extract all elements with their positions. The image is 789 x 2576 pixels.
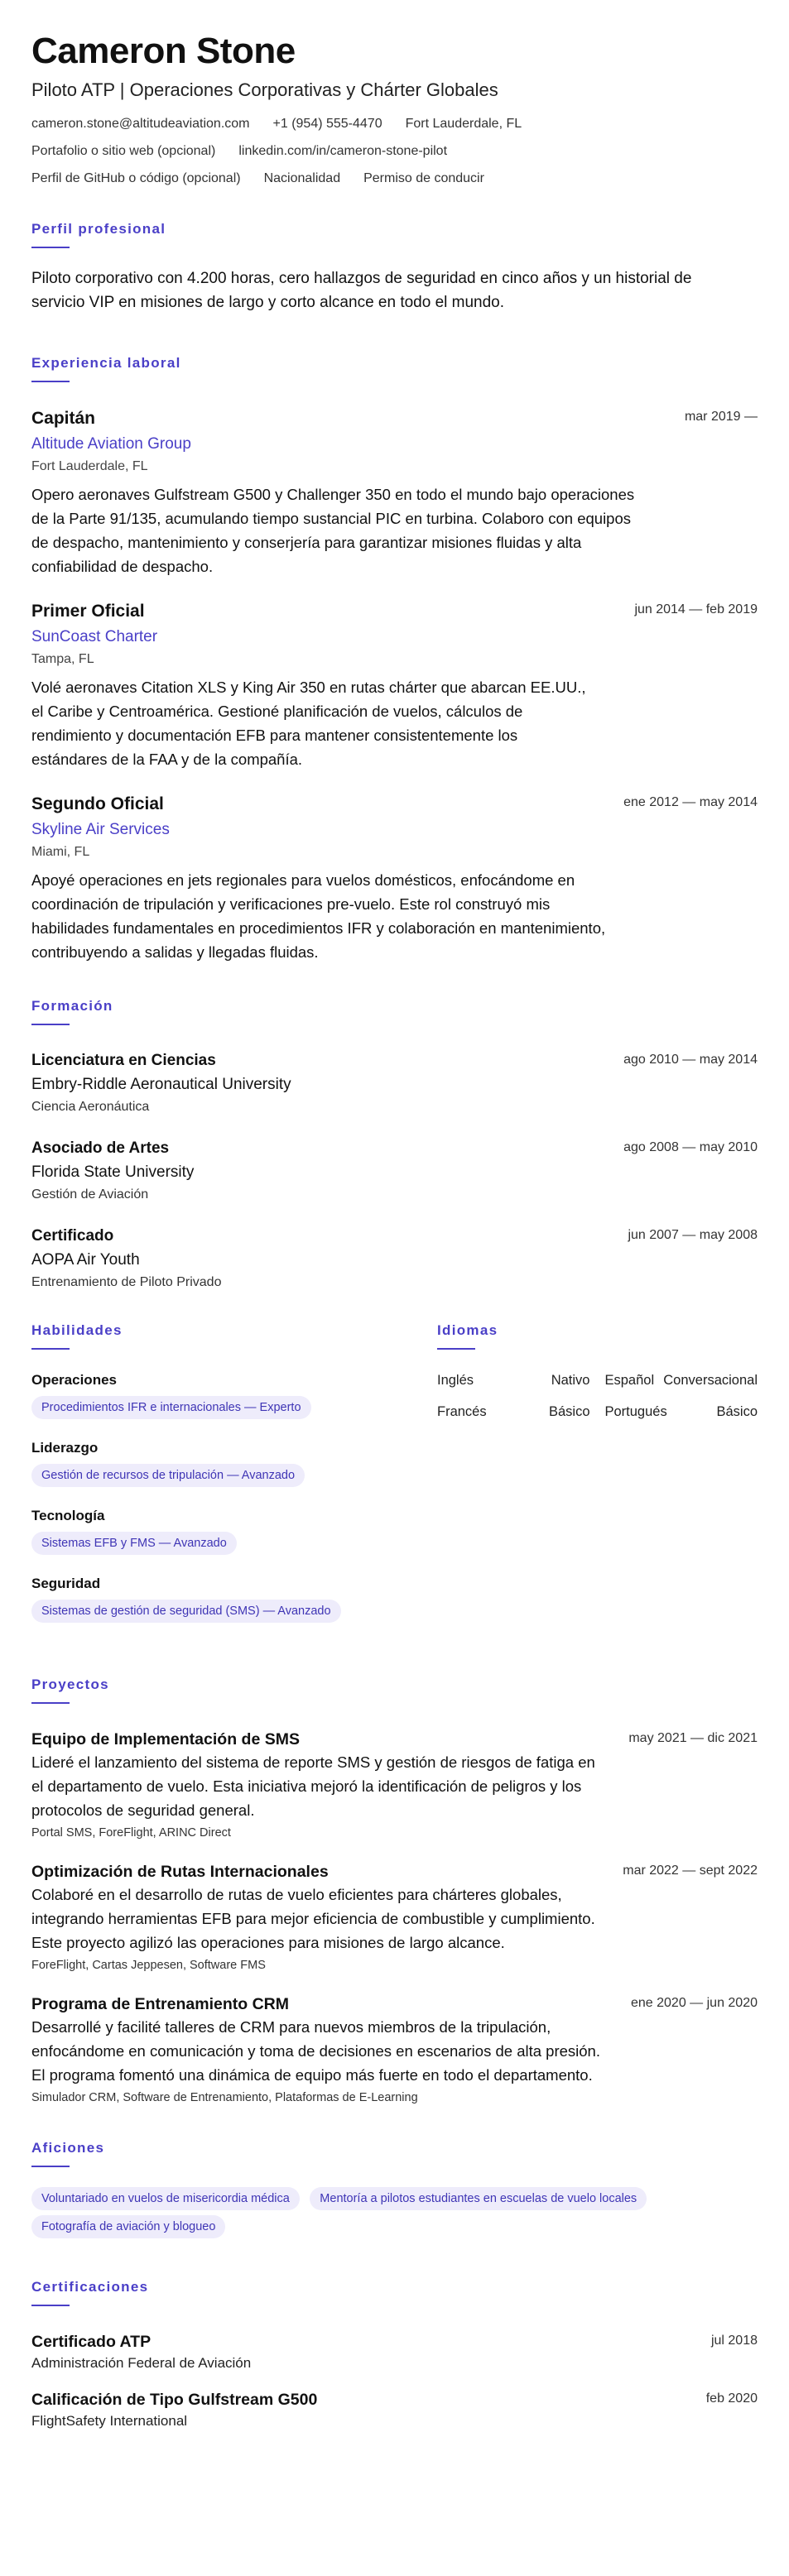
certification-entry bbox=[31, 2389, 758, 2430]
project-entry bbox=[31, 1861, 758, 1974]
education-school: Florida State University bbox=[31, 1163, 195, 1181]
projects-section bbox=[31, 1676, 758, 2106]
job-location: Fort Lauderdale, FL bbox=[31, 459, 148, 473]
project-tools: Portal SMS, ForeFlight, ARINC Direct bbox=[31, 1826, 231, 1840]
job-description: Opero aeronaves Gulfstream G500 y Challenger 350 en todo el mundo bajo operaciones de la Parte 91/135, acumulando tiempo sustancial PIC en turbina. Colaboro con equipos de despacho, mantenimiento y conserjería para garantizar misiones fluidas y alta confiabilidad de despacho. bbox=[31, 486, 635, 575]
certification-issuer: Administración Federal de Aviación bbox=[31, 2355, 252, 2371]
job-date: mar 2019 — bbox=[684, 410, 758, 424]
job-entry bbox=[31, 407, 758, 578]
education-field: Gestión de Aviación bbox=[31, 1187, 149, 1202]
education-school: Embry-Riddle Aeronautical University bbox=[31, 1076, 291, 1093]
hobbies-section bbox=[31, 2139, 758, 2243]
hobby-chip: Voluntariado en vuelos de misericordia médica bbox=[31, 2187, 300, 2210]
contact-license: Permiso de conducir bbox=[363, 171, 484, 185]
language-level: Básico bbox=[716, 1404, 758, 1419]
job-company: Altitude Aviation Group bbox=[31, 435, 191, 453]
education-entry bbox=[31, 1050, 758, 1116]
project-entry bbox=[31, 1729, 758, 1841]
job-company: SunCoast Charter bbox=[31, 628, 158, 645]
contact-nationality: Nacionalidad bbox=[263, 171, 341, 185]
education-field: Ciencia Aeronáutica bbox=[31, 1100, 150, 1114]
certification-date: jul 2018 bbox=[710, 2334, 758, 2348]
hobby-chip: Fotografía de aviación y blogueo bbox=[31, 2215, 225, 2238]
section-title: Idiomas bbox=[437, 1322, 498, 1338]
hobbies-list bbox=[31, 2187, 758, 2243]
language-item bbox=[605, 1403, 758, 1421]
job-date: ene 2012 — may 2014 bbox=[623, 795, 758, 809]
education-date: jun 2007 — may 2008 bbox=[628, 1228, 758, 1242]
language-item bbox=[437, 1371, 590, 1389]
certification-entry bbox=[31, 2331, 758, 2372]
skill-category: Operaciones bbox=[31, 1372, 117, 1388]
resume-header bbox=[31, 30, 758, 187]
section-title: Proyectos bbox=[31, 1677, 109, 1692]
job-company: Skyline Air Services bbox=[31, 821, 170, 838]
contact-location: Fort Lauderdale, FL bbox=[405, 117, 522, 131]
project-entry bbox=[31, 1993, 758, 2106]
project-date: mar 2022 — sept 2022 bbox=[623, 1864, 758, 1878]
profile-section bbox=[31, 220, 758, 314]
project-date: ene 2020 — jun 2020 bbox=[630, 1996, 758, 2010]
contact-phone[interactable]: +1 (954) 555-4470 bbox=[272, 117, 382, 131]
contact-portfolio[interactable]: Portafolio o sitio web (opcional) bbox=[31, 144, 216, 158]
contact-email[interactable]: cameron.stone@altitudeaviation.com bbox=[31, 117, 250, 131]
certification-issuer: FlightSafety International bbox=[31, 2413, 188, 2429]
education-entry bbox=[31, 1226, 758, 1292]
job-entry bbox=[31, 793, 758, 964]
education-section bbox=[31, 997, 758, 1292]
job-title: Segundo Oficial bbox=[31, 794, 164, 813]
section-title: Habilidades bbox=[31, 1322, 123, 1338]
section-divider bbox=[31, 1348, 70, 1350]
education-date: ago 2010 — may 2014 bbox=[623, 1053, 758, 1067]
skills-languages-section bbox=[31, 1322, 758, 1643]
candidate-name: Cameron Stone bbox=[31, 31, 296, 71]
language-item bbox=[605, 1371, 758, 1389]
section-divider bbox=[31, 1702, 70, 1704]
skill-chip: Procedimientos IFR e internacionales — Experto bbox=[31, 1396, 311, 1419]
contact-linkedin[interactable]: linkedin.com/in/cameron-stone-pilot bbox=[238, 144, 448, 158]
section-divider bbox=[31, 1024, 70, 1025]
section-divider bbox=[31, 2305, 70, 2306]
project-title: Equipo de Implementación de SMS bbox=[31, 1730, 300, 1749]
education-degree: Certificado bbox=[31, 1227, 114, 1245]
language-name: Portugués bbox=[604, 1404, 667, 1419]
section-title: Experiencia laboral bbox=[31, 355, 181, 371]
project-title: Programa de Entrenamiento CRM bbox=[31, 1995, 289, 2013]
language-level: Nativo bbox=[551, 1373, 590, 1388]
job-location: Miami, FL bbox=[31, 845, 90, 859]
skill-chip: Sistemas EFB y FMS — Avanzado bbox=[31, 1532, 237, 1555]
language-name: Francés bbox=[437, 1404, 487, 1419]
contact-info bbox=[31, 116, 758, 187]
job-title: Capitán bbox=[31, 409, 96, 428]
skill-group bbox=[31, 1575, 363, 1628]
hobby-chip: Mentoría a pilotos estudiantes en escuelas de vuelo locales bbox=[310, 2187, 647, 2210]
project-description: Colaboré en el desarrollo de rutas de vuelo eficientes para chárteres globales, integrando herramientas EFB para mejor eficiencia de combustible y cumplimiento. Este proyecto agilizó las operaciones para misiones de largo alcance. bbox=[31, 1886, 595, 1951]
section-title: Aficiones bbox=[31, 2140, 105, 2156]
section-title: Perfil profesional bbox=[31, 221, 166, 237]
section-divider bbox=[31, 2166, 70, 2167]
project-tools: Simulador CRM, Software de Entrenamiento, Plataformas de E-Learning bbox=[31, 2091, 418, 2104]
education-entry bbox=[31, 1138, 758, 1204]
skill-category: Tecnología bbox=[31, 1508, 105, 1523]
project-description: Desarrollé y facilité talleres de CRM para nuevos miembros de la tripulación, enfocándome en comunicación y toma de decisiones en escenarios de alta presión. El programa fomentó una dinámica de equipo más fuerte en todo el departamento. bbox=[31, 2018, 600, 2084]
certification-date: feb 2020 bbox=[705, 2391, 758, 2406]
languages-column bbox=[437, 1322, 758, 1643]
education-school: AOPA Air Youth bbox=[31, 1251, 140, 1269]
skill-group bbox=[31, 1371, 363, 1424]
job-title: Primer Oficial bbox=[31, 602, 145, 621]
job-description: Volé aeronaves Citation XLS y King Air 350 en rutas chárter que abarcan EE.UU., el Caribe y Centroamérica. Gestioné planificación de vuelos, cálculos de rendimiento y documentación EFB para mantener consistentemente los estándares de la FAA y de la compañía. bbox=[31, 679, 586, 768]
candidate-headline: Piloto ATP | Operaciones Corporativas y Chárter Globales bbox=[31, 79, 498, 100]
section-title: Certificaciones bbox=[31, 2279, 149, 2295]
certification-title: Certificado ATP bbox=[31, 2333, 152, 2351]
project-tools: ForeFlight, Cartas Jeppesen, Software FMS bbox=[31, 1959, 266, 1972]
language-name: Español bbox=[604, 1373, 655, 1388]
job-description: Apoyé operaciones en jets regionales para vuelos domésticos, enfocándome en coordinación de tripulación y verificaciones pre-vuelo. Este rol construyó mis habilidades fundamentales en procedimientos IFR y colaboración en mantenimiento, contribuyendo a salidas y llegadas fluidas. bbox=[31, 871, 606, 961]
section-title: Formación bbox=[31, 998, 113, 1014]
contact-github[interactable]: Perfil de GitHub o código (opcional) bbox=[31, 171, 241, 185]
project-title: Optimización de Rutas Internacionales bbox=[31, 1863, 329, 1881]
certifications-section bbox=[31, 2278, 758, 2430]
skill-group bbox=[31, 1507, 363, 1560]
languages-list bbox=[437, 1371, 758, 1421]
project-description: Lideré el lanzamiento del sistema de reporte SMS y gestión de riesgos de fatiga en el departamento de vuelo. Esta iniciativa mejoró la identificación de peligros y los protocolos de seguridad general. bbox=[31, 1753, 595, 1819]
certification-title: Calificación de Tipo Gulfstream G500 bbox=[31, 2391, 318, 2409]
language-name: Inglés bbox=[437, 1373, 474, 1388]
education-degree: Asociado de Artes bbox=[31, 1139, 170, 1157]
language-item bbox=[437, 1403, 590, 1421]
job-date: jun 2014 — feb 2019 bbox=[634, 602, 758, 616]
language-level: Conversacional bbox=[663, 1373, 758, 1388]
skill-category: Seguridad bbox=[31, 1576, 101, 1591]
experience-section bbox=[31, 354, 758, 964]
education-degree: Licenciatura en Ciencias bbox=[31, 1052, 216, 1069]
skill-group bbox=[31, 1439, 363, 1492]
skills-column bbox=[31, 1322, 363, 1643]
job-location: Tampa, FL bbox=[31, 652, 94, 666]
profile-summary: Piloto corporativo con 4.200 horas, cero hallazgos de seguridad en cinco años y un historial de servicio VIP en misiones de largo y corto alcance en todo el mundo. bbox=[31, 270, 692, 311]
skill-chip: Sistemas de gestión de seguridad (SMS) — Avanzado bbox=[31, 1600, 341, 1623]
section-divider bbox=[31, 381, 70, 382]
job-entry bbox=[31, 600, 758, 771]
education-date: ago 2008 — may 2010 bbox=[623, 1140, 758, 1154]
skill-category: Liderazgo bbox=[31, 1440, 99, 1456]
education-field: Entrenamiento de Piloto Privado bbox=[31, 1275, 222, 1289]
section-divider bbox=[437, 1348, 475, 1350]
language-level: Básico bbox=[548, 1404, 590, 1419]
section-divider bbox=[31, 247, 70, 248]
skill-chip: Gestión de recursos de tripulación — Avanzado bbox=[31, 1464, 305, 1487]
project-date: may 2021 — dic 2021 bbox=[628, 1731, 758, 1745]
